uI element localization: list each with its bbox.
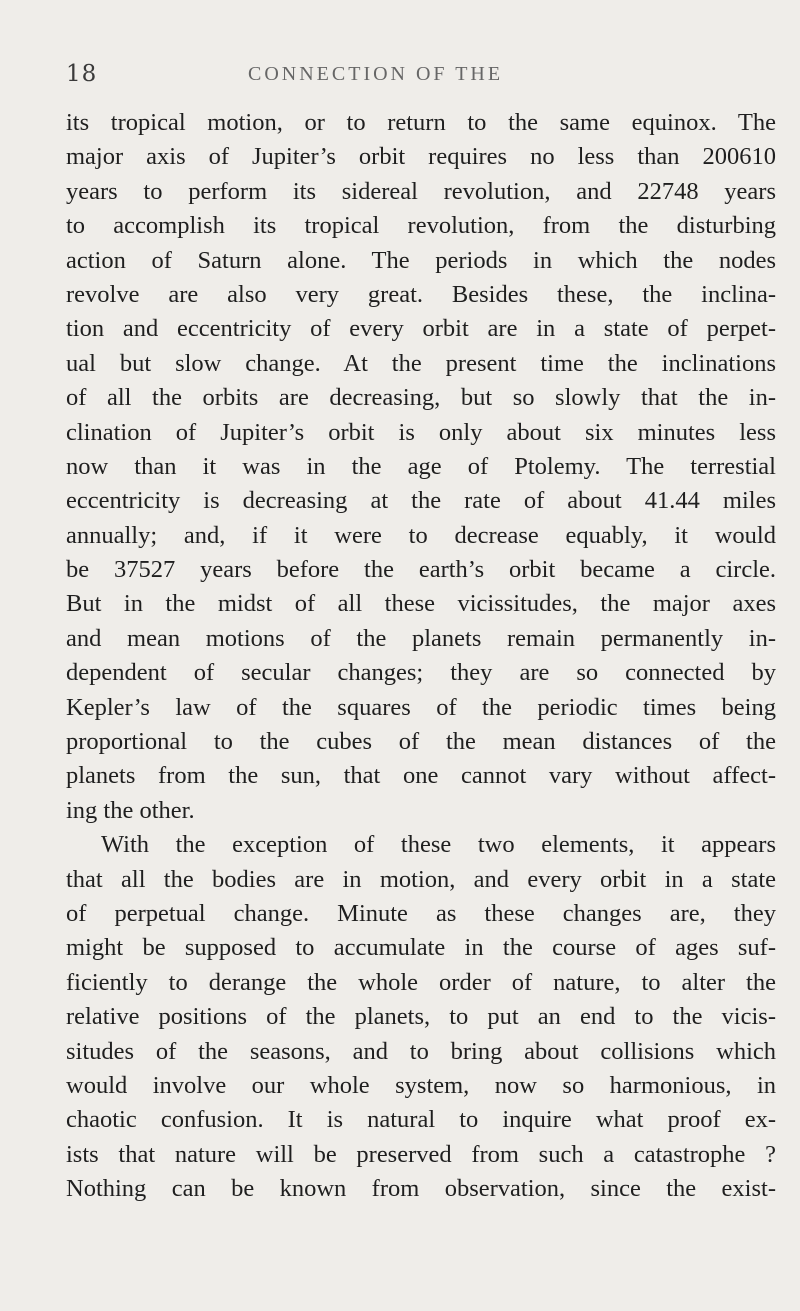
text-line: be 37527 years before the earth’s orbit became a circle. — [66, 556, 776, 584]
text-line: ists that nature will be preserved from such a catastrophe ? — [66, 1140, 776, 1168]
text-line: ficiently to derange the whole order of nature, to alter the — [66, 968, 776, 996]
text-line: major axis of Jupiter’s orbit requires no less than 200610 — [66, 143, 776, 171]
running-head — [0, 61, 800, 93]
text-line: annually; and, if it were to decrease equably, it would — [66, 521, 776, 549]
text-line: action of Saturn alone. The periods in which the nodes — [66, 246, 776, 274]
paragraph-start-line: With the exception of these two elements, it appears — [101, 831, 776, 859]
text-line: years to perform its sidereal revolution, and 22748 years — [66, 177, 776, 205]
text-line: planets from the sun, that one cannot vary without affect- — [66, 762, 776, 790]
text-line: Kepler’s law of the squares of the periodic times being — [66, 693, 776, 721]
text-line: revolve are also very great. Besides these, the inclina- — [66, 280, 776, 308]
page-number: 18 — [66, 61, 98, 87]
text-line: now than it was in the age of Ptolemy. The terrestial — [66, 452, 776, 480]
text-line: of perpetual change. Minute as these changes are, they — [66, 899, 776, 927]
text-line: chaotic confusion. It is natural to inquire what proof ex- — [66, 1106, 776, 1134]
text-line: of all the orbits are decreasing, but so slowly that the in- — [66, 384, 776, 412]
text-line: to accomplish its tropical revolution, from the disturbing — [66, 212, 776, 240]
text-line: Nothing can be known from observation, since the exist- — [66, 1175, 776, 1203]
text-line: dependent of secular changes; they are so connected by — [66, 659, 776, 687]
text-line: situdes of the seasons, and to bring about collisions which — [66, 1037, 776, 1065]
text-line: clination of Jupiter’s orbit is only about six minutes less — [66, 418, 776, 446]
text-line: tion and eccentricity of every orbit are in a state of perpet- — [66, 315, 776, 343]
text-line: that all the bodies are in motion, and every orbit in a state — [66, 865, 776, 893]
paragraph-end-line: ing the other. — [66, 796, 195, 824]
text-line: eccentricity is decreasing at the rate of about 41.44 miles — [66, 487, 776, 515]
running-title: CONNECTION OF THE — [248, 63, 504, 85]
body-text — [66, 106, 776, 1207]
text-line: and mean motions of the planets remain permanently in- — [66, 624, 776, 652]
text-line: But in the midst of all these vicissitudes, the major axes — [66, 590, 776, 618]
text-line: proportional to the cubes of the mean distances of the — [66, 728, 776, 756]
text-line: might be supposed to accumulate in the course of ages suf- — [66, 934, 776, 962]
text-line: would involve our whole system, now so harmonious, in — [66, 1071, 776, 1099]
text-line: ual but slow change. At the present time the inclinations — [66, 349, 776, 377]
text-line: its tropical motion, or to return to the same equinox. The — [66, 109, 776, 136]
text-line: relative positions of the planets, to put an end to the vicis- — [66, 1003, 776, 1031]
